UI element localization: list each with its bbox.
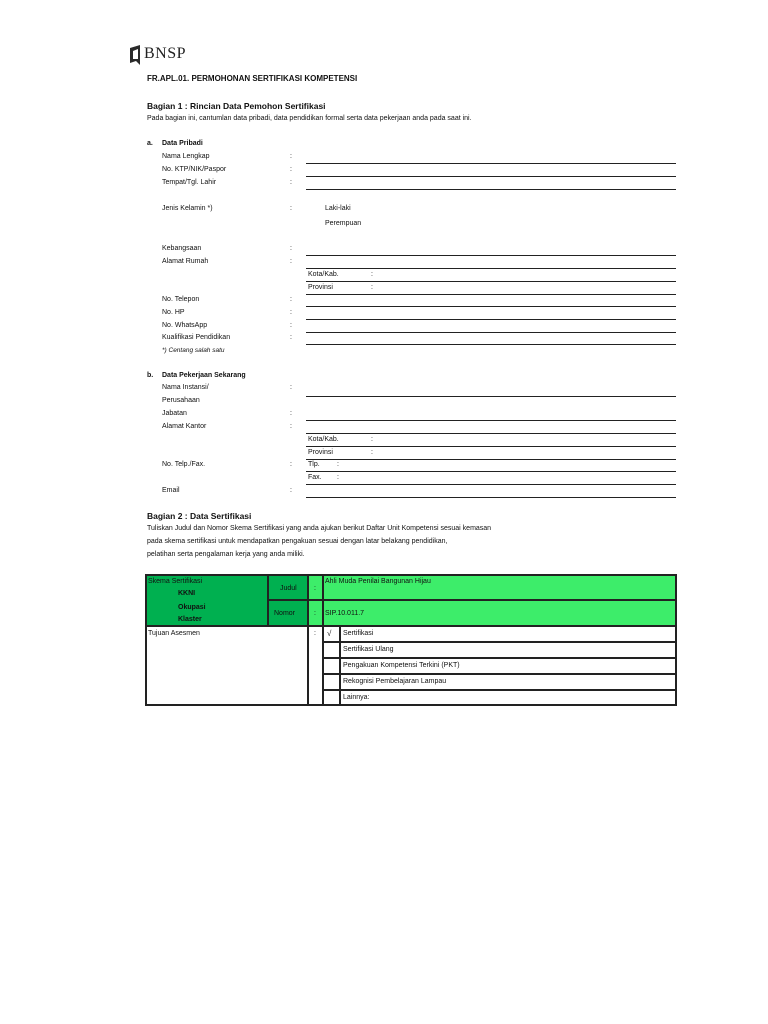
section-b-marker: b. bbox=[147, 372, 154, 379]
colon: : bbox=[290, 296, 292, 303]
section-b-title: Data Pekerjaan Sekarang bbox=[162, 372, 246, 379]
label-ktp: No. KTP/NIK/Paspor bbox=[162, 166, 227, 173]
colon: : bbox=[290, 258, 292, 265]
field-telepon[interactable] bbox=[306, 306, 676, 307]
option-checkbox[interactable] bbox=[323, 658, 340, 674]
section-a-marker: a. bbox=[147, 140, 153, 147]
colon: : bbox=[371, 284, 373, 291]
colon: : bbox=[314, 610, 316, 617]
label-kebangsaan: Kebangsaan bbox=[162, 245, 202, 252]
colon: : bbox=[290, 245, 292, 252]
nomor-label-cell bbox=[268, 600, 308, 626]
kkni-label: KKNI bbox=[178, 590, 196, 597]
field-provinsi-kantor[interactable] bbox=[306, 459, 676, 460]
field-fax[interactable] bbox=[306, 484, 676, 485]
colon: : bbox=[290, 487, 292, 494]
option-checkbox[interactable] bbox=[323, 642, 340, 658]
colon: : bbox=[290, 423, 292, 430]
colon: : bbox=[337, 461, 339, 468]
option-checkbox[interactable] bbox=[323, 674, 340, 690]
section-a-title: Data Pribadi bbox=[162, 140, 203, 147]
label-kota-rumah: Kota/Kab. bbox=[308, 271, 339, 278]
field-kebangsaan[interactable] bbox=[306, 255, 676, 256]
okupasi-label: Okupasi bbox=[178, 604, 206, 611]
colon: : bbox=[290, 309, 292, 316]
field-provinsi-rumah[interactable] bbox=[306, 294, 676, 295]
option-laki-laki[interactable]: Laki-laki bbox=[325, 205, 351, 212]
label-jabatan: Jabatan bbox=[162, 410, 187, 417]
judul-value-cell[interactable] bbox=[323, 574, 677, 600]
judul-colon-cell bbox=[308, 574, 323, 600]
bnsp-emblem-icon bbox=[128, 44, 142, 66]
field-kota-rumah[interactable] bbox=[306, 281, 676, 282]
label-tlp: Tlp. bbox=[308, 461, 320, 468]
label-fax: Fax. bbox=[308, 474, 322, 481]
label-provinsi-rumah: Provinsi bbox=[308, 284, 333, 291]
field-alamat-rumah[interactable] bbox=[306, 268, 676, 269]
colon: : bbox=[371, 271, 373, 278]
certification-table bbox=[145, 574, 677, 706]
label-whatsapp: No. WhatsApp bbox=[162, 322, 208, 329]
field-nama-lengkap[interactable] bbox=[306, 163, 676, 164]
section2-heading: Bagian 2 : Data Sertifikasi bbox=[147, 511, 252, 521]
field-jabatan[interactable] bbox=[306, 420, 676, 421]
option-perempuan[interactable]: Perempuan bbox=[325, 220, 362, 227]
label-alamat-kantor: Alamat Kantor bbox=[162, 423, 207, 430]
section2-intro-line: Tuliskan Judul dan Nomor Skema Sertifikasi yang anda ajukan berikut Daftar Unit Kompetensi sesuai kemasan bbox=[147, 525, 492, 532]
colon: : bbox=[290, 384, 292, 391]
tujuan-label: Tujuan Asesmen bbox=[148, 630, 200, 637]
logo-text: BNSP bbox=[144, 45, 187, 62]
colon: : bbox=[290, 205, 292, 212]
judul-label: Judul bbox=[280, 585, 297, 592]
colon: : bbox=[314, 585, 316, 592]
option-row bbox=[340, 626, 677, 642]
colon: : bbox=[290, 153, 292, 160]
bnsp-logo bbox=[128, 44, 188, 68]
field-kualifikasi[interactable] bbox=[306, 344, 676, 345]
option-label: Sertifikasi bbox=[343, 630, 374, 637]
skema-label: Skema Sertifikasi bbox=[148, 578, 203, 585]
note-centang: *) Centang salah satu bbox=[162, 347, 225, 354]
tujuan-colon-cell bbox=[308, 626, 323, 706]
field-whatsapp[interactable] bbox=[306, 332, 676, 333]
nomor-value: SIP.10.011.7 bbox=[325, 610, 365, 617]
option-checkbox[interactable] bbox=[323, 626, 340, 642]
label-telepon: No. Telepon bbox=[162, 296, 200, 303]
colon: : bbox=[371, 449, 373, 456]
label-kota-kantor: Kota/Kab. bbox=[308, 436, 339, 443]
tujuan-label-cell bbox=[145, 626, 308, 706]
check-mark-icon: √ bbox=[327, 629, 332, 638]
label-ttl: Tempat/Tgl. Lahir bbox=[162, 179, 217, 186]
label-jenis-kelamin: Jenis Kelamin *) bbox=[162, 205, 213, 212]
option-checkbox[interactable] bbox=[323, 690, 340, 706]
judul-value: Ahli Muda Penilai Bangunan Hijau bbox=[325, 578, 431, 585]
option-row bbox=[340, 690, 677, 706]
option-label: Lainnya: bbox=[343, 694, 370, 701]
option-row bbox=[340, 674, 677, 690]
judul-label-cell bbox=[268, 574, 308, 600]
label-kualifikasi: Kualifikasi Pendidikan bbox=[162, 334, 231, 341]
label-telp-fax: No. Telp./Fax. bbox=[162, 461, 206, 468]
label-email: Email bbox=[162, 487, 180, 494]
option-row bbox=[340, 642, 677, 658]
label-alamat-rumah: Alamat Rumah bbox=[162, 258, 209, 265]
field-email[interactable] bbox=[306, 497, 676, 498]
colon: : bbox=[290, 179, 292, 186]
section1-heading: Bagian 1 : Rincian Data Pemohon Sertifikasi bbox=[147, 101, 326, 111]
skema-cell bbox=[145, 574, 268, 626]
field-nama-instansi[interactable] bbox=[306, 396, 676, 397]
colon: : bbox=[290, 322, 292, 329]
colon: : bbox=[290, 410, 292, 417]
field-tlp[interactable] bbox=[306, 471, 676, 472]
option-label: Sertifikasi Ulang bbox=[343, 646, 394, 653]
field-kota-kantor[interactable] bbox=[306, 446, 676, 447]
field-hp[interactable] bbox=[306, 319, 676, 320]
field-ttl[interactable] bbox=[306, 189, 676, 190]
nomor-value-cell[interactable] bbox=[323, 600, 677, 626]
klaster-label: Klaster bbox=[178, 616, 202, 623]
colon: : bbox=[290, 334, 292, 341]
section2-intro-line: pelatihan serta pengalaman kerja yang anda miliki. bbox=[147, 551, 305, 558]
colon: : bbox=[337, 474, 339, 481]
option-label: Pengakuan Kompetensi Terkini (PKT) bbox=[343, 662, 460, 669]
field-ktp[interactable] bbox=[306, 176, 676, 177]
label-provinsi-kantor: Provinsi bbox=[308, 449, 333, 456]
colon: : bbox=[290, 461, 292, 468]
label-nama-instansi: Nama Instansi/ bbox=[162, 384, 209, 391]
section1-intro: Pada bagian ini, cantumlan data pribadi, data pendidikan formal serta data pekerjaan anda pada saat ini. bbox=[147, 115, 472, 122]
document-title: FR.APL.01. PERMOHONAN SERTIFIKASI KOMPETENSI bbox=[147, 74, 358, 83]
colon: : bbox=[371, 436, 373, 443]
label-nama-lengkap: Nama Lengkap bbox=[162, 153, 210, 160]
colon: : bbox=[314, 630, 316, 637]
nomor-label: Nomor bbox=[274, 610, 296, 617]
label-hp: No. HP bbox=[162, 309, 185, 316]
label-perusahaan: Perusahaan bbox=[162, 397, 200, 404]
option-label: Rekognisi Pembelajaran Lampau bbox=[343, 678, 447, 685]
nomor-colon-cell bbox=[308, 600, 323, 626]
option-row bbox=[340, 658, 677, 674]
colon: : bbox=[290, 166, 292, 173]
section2-intro-line: pada skema sertifikasi untuk mendapatkan pengakuan sesuai dengan latar belakang pendidikan, bbox=[147, 538, 448, 545]
field-alamat-kantor[interactable] bbox=[306, 433, 676, 434]
